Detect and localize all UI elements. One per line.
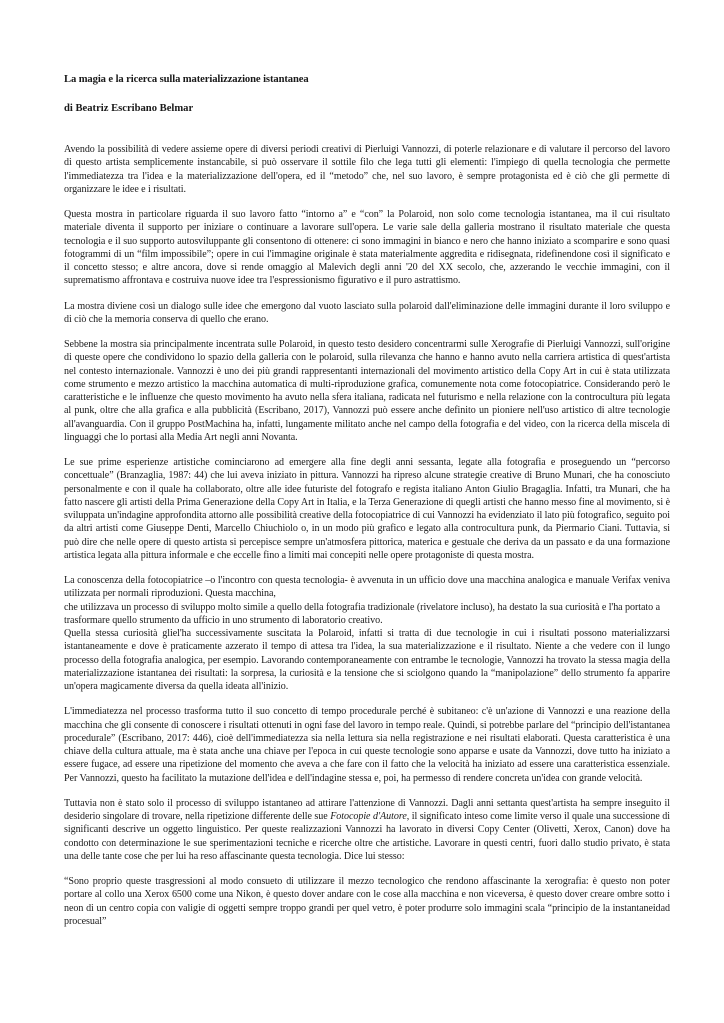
article-author: di Beatriz Escribano Belmar — [64, 103, 194, 114]
paragraph-7: L'immediatezza nel processo trasforma tutto il suo concetto di tempo procedurale perché è subitaneo: c'è un'azione di Vannozzi e una reazione della macchina che gli consente di conoscere i risultati ottenuti in ogni fase del lavoro in tempo reale. Quindi, si potrebbe parlare del “principio dell'istantanea procedurale” (Escribano, 2017: 446), cioè dell'immediatezza sia nella lettura sia nella registrazione e nei risultati elaborati. Questa caratteristica è una chiave della cultura attuale, ma è stata anche una chiave per l'epoca in cui queste tecnologie sono apparse e usate da Vannozzi, dove tutto ha iniziato a essere fugace, ad essere una ripetizione del momento che aveva a che fare con il fatto che la velocità ha iniziato ad essere una caratteristica essenziale. Per Vannozzi, questo ha facilitato la mutazione dell'idea e dell'indagine stessa e, poi, ha permesso di rendere concreta un'idea con grande velocità. — [64, 706, 670, 784]
paragraph-1: Avendo la possibilità di vedere assieme opere di diversi periodi creativi di Pierluigi Vannozzi, di poterle relazionare e di valutare il percorso del lavoro di questo artista semplicemente instancabile, si può osservare il sottile filo che lega tutti gli elementi: l'impiego di quella tecnologia che permette l'immediatezza tra l'idea e la materializzazione dell'opera, ed il “metodo” che, nel suo lavoro, è sempre protagonista ed è ciò che gli permette di organizzare le idee e i risultati. — [64, 144, 670, 195]
article-title: La magia e la ricerca sulla materializzazione istantanea — [64, 74, 309, 85]
paragraph-2: Questa mostra in particolare riguarda il suo lavoro fatto “intorno a” e “con” la Polaroid, non solo come tecnologia istantanea, ma il cui risultato materiale diventa il supporto per iniziare o continuare a lavorare sull'opera. Le varie sale della galleria mostrano il risultato materiale che questa tecnologia e il suo supporto autosviluppante gli consentono di ottenere: ci sono immagini in bianco e nero che hanno iniziato a scomparire e sono quasi fotogrammi di un “film impossibile”; opere in cui l'immagine originale è stata materialmente aggredita e ridisegnata, ridefinendone così il significato e il concetto stesso; e altre ancora, dove si rende omaggio al Malevich degli anni '20 del XX secolo, che, azzerando le vecchie immagini, con il suprematismo affrontava e costruiva nuove idee tra l'espressionismo figurativo e il puro astrattismo. — [64, 209, 670, 287]
paragraph-5: Le sue prime esperienze artistiche cominciarono ad emergere alla fine degli anni sessanta, legate alla fotografia e proseguendo un “percorso concettuale” (Branzaglia, 1987: 44) che lui aveva iniziato in pittura. Vannozzi ha ripreso alcune strategie creative di Bruno Munari, che ha conosciuto personalmente e con il quale ha collaborato, oltre alle idee futuriste del fotografo e regista italiano Anton Giulio Bragaglia. Infatti, tra Munari, che ha fatto nascere gli artisti della Prima Generazione della Copy Art in Italia, e la Terza Generazione di quegli artisti che hanno messo fine al movimento, si è sviluppata un'indagine approfondita attorno alle possibilità creative della fotocopiatrice di cui Vannozzi ha evidenziato il lato più fotografico, seguito poi da altri artisti come Giuseppe Denti, Marcello Chiuchiolo o, in un modo più grafico e legato alla controcultura punk, da Piermario Ciani. Tuttavia, si può dire che nelle opere di questo artista si percepisce sempre un'atmosfera pittorica, materica e gestuale che deriva da un passato e da una formazione artistica legata alla pittura informale e che eccelle fino a limiti mai concepiti nelle opere protagoniste di questa mostra. — [64, 457, 670, 561]
paragraph-6 — [64, 574, 670, 693]
paragraph-6-part-1: La conoscenza della fotocopiatrice –o l'incontro con questa tecnologia- è avvenuta in un ufficio dove una macchina analogica e manuale Verifax veniva utilizzata per normali riproduzioni. Questa macchina, — [64, 575, 670, 600]
paragraph-8-text-after: , il significato inteso come limite verso il quale una successione di significanti descrive un oggetto linguistico. Per queste realizzazioni Vannozzi ha lavorato in diversi Copy Center (Olivetti, Xerox, Canon) dove ha condotto con determinazione le sue sperimentazioni tecniche e ricerche oltre che artistiche. Lavorare in questi centri, fuori dallo studio privato, è stata una delle tante cose che per lui ha reso affascinante questa tecnologia. Dice lui stesso: — [64, 811, 670, 862]
paragraph-8 — [64, 797, 670, 863]
paragraph-4: Sebbene la mostra sia principalmente incentrata sulle Polaroid, in questo testo desidero concentrarmi sulle Xerografie di Pierluigi Vannozzi, sull'origine di queste opere che condividono lo spazio della galleria con le polaroid, sulla rilevanza che hanno e hanno avuto nella carriera artistica di quest'artista nel contesto internazionale. Vannozzi è uno dei più grandi rappresentanti internazionali del movimento artistico della Copy Art in cui è stata utilizzata come strumento e mezzo artistico la macchina automatica di multi-riproduzione grafica, comunemente nota come fotocopiatrice. Considerando però le caratteristiche e le influenze che questo movimento ha avuto nella sfera italiana, radicata nel futurismo e nella relazione con la controcultura più legata al punk, oltre che alla grafica e alla pubblicità (Escribano, 2017), Vannozzi può essere anche definito un pioniere nell'uso artistico di altre tecnologie all'avanguardia. Con il gruppo PostMachina ha, infatti, lungamente militato anche nel campo della fotografia e del video, con la ricerca della miscela di linguaggi che lo portasi alla Media Art negli anni Novanta. — [64, 339, 670, 443]
paragraph-8-text-before: Tuttavia non è stato solo il processo di sviluppo istantaneo ad attirare l'attenzione di Vannozzi. Dagli anni settanta quest'artista ha sempre inseguito il desiderio singolare di trovare, nella ripetizione differente delle sue — [64, 797, 670, 822]
paragraph-8-italic-title: Fotocopie d'Autore — [330, 811, 407, 822]
paragraph-9-quote: “Sono proprio queste trasgressioni al modo consueto di utilizzare il mezzo tecnologico che rendono affascinante la xerografia: è questo non poter portare al collo una Xerox 6500 come una Nikon, è questo dover andare con le cose alla macchina e non viceversa, è questo dover creare ombre sotto i neon di un centro copia con valigie di oggetti sempre troppo grandi per quel vetro, è poter produrre solo immagini scala “principio de la instantaneidad procesual” — [64, 876, 670, 927]
paragraph-6-part-3: Quella stessa curiosità gliel'ha successivamente suscitata la Polaroid, infatti si tratta di due tecnologie in cui i risultati possono materializzarsi istantaneamente e dove è praticamente azzerato il tempo di attesa tra l'idea, la sua materializzazione e il risultato. Niente a che vedere con il lungo processo della fotografia analogica, per esempio. Lavorando contemporaneamente con entrambe le tecnologie, Vannozzi ha trovato la stessa magia della materializzazione istantanea dei risultati: la sorpresa, la curiosità e la tensione che si sciolgono quando la “manipolazione” dello strumento fa apparire un'opera magicamente diversa da quella ideata all'inizio. — [64, 628, 670, 692]
paragraph-3: La mostra diviene così un dialogo sulle idee che emergono dal vuoto lasciato sulla polaroid dall'eliminazione delle immagini durante il loro sviluppo e di ciò che la memoria conserva di quello che erano. — [64, 300, 670, 325]
paragraph-6-part-2: che utilizzava un processo di sviluppo molto simile a quello della fotografia tradizionale (rivelatore incluso), ha destato la sua curiosità e l'ha portato a trasformare quello strumento da ufficio in uno strumento di laboratorio creativo. — [64, 601, 661, 626]
